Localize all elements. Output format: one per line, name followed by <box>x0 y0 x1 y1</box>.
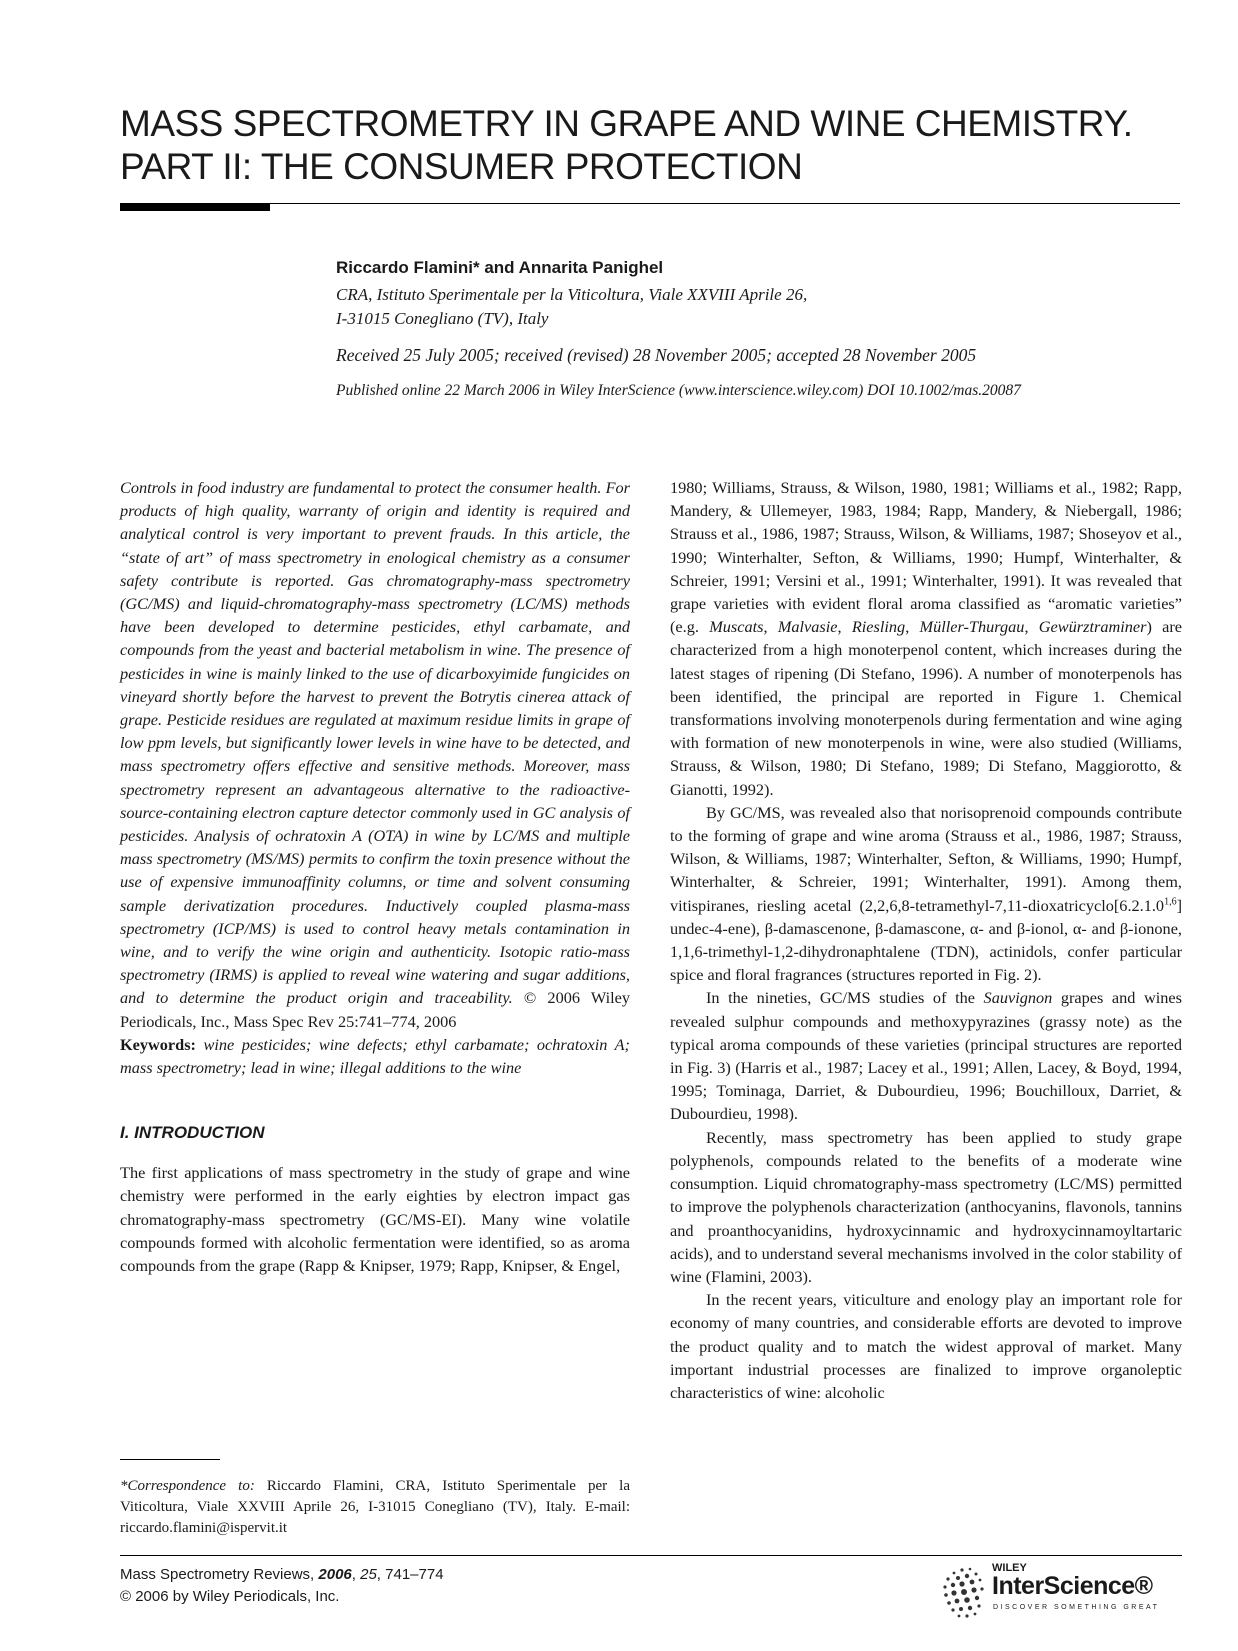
article-title-line-2: PART II: THE CONSUMER PROTECTION <box>120 146 803 187</box>
keywords-text: wine pesticides; wine defects; ethyl carbamate; ochratoxin A; mass spectrometry; lead in wine; illegal additions to the wine <box>120 1034 630 1078</box>
variety-riesling: Riesling <box>851 617 906 637</box>
abstract-copyright: © 2006 Wiley Periodicals, Inc., Mass Spec Rev 25:741–774, 2006 <box>120 988 630 1031</box>
variety-muscats: Muscats <box>709 617 764 637</box>
affiliation-line-1: CRA, Istituto Sperimentale per la Viticoltura, Viale XXVIII Aprile 26, <box>336 285 808 304</box>
intro-paragraph-1: The first applications of mass spectrometry in the study of grape and wine chemistry were performed in the early eighties by electron impact gas chromatography-mass spectrometry (GC/MS-EI). Many wine volatile compounds formed with alcoholic fermentation were identified, so as aroma compounds from the grape (Rapp & Knipser, 1979; Rapp, Knipser, & Engel, <box>120 1163 630 1276</box>
variety-gewurztraminer: Gewürztraminer <box>1038 617 1147 637</box>
journal-volume: 25 <box>360 1566 377 1583</box>
wiley-interscience-logo <box>940 1562 1180 1624</box>
right-paragraph-3 <box>670 986 1182 1125</box>
title-rule-accent <box>120 204 270 211</box>
footer-rule <box>120 1555 1182 1556</box>
logo-wiley-text: WILEY <box>992 1562 1027 1574</box>
right-paragraph-1: 1980; Williams, Strauss, & Wilson, 1980, 1981; Williams et al., 1982; Rapp, Mandery, & Ullemeyer, 1983, 1984; Rapp, Mandery, & Niebergall, 1986; Strauss et al., 1986, 1987; Strauss, Wilson, & Williams, 1987; Shoseyov et al., 1990; Winterhalter, Sefton, & Williams, 1990; Humpf, Winterhalter, & Schreier, 1991; Versini et al., 1991; Winterhalter, 1991). It was revealed that grape varieties with evident floral aroma classified as “aromatic varieties” (e.g. Muscats, Malvasie, Riesling, Müller-Thurgau, Gewürztraminer) are characterized from a high monoterpenol content, which increases during the latest stages of ripening (Di Stefano, 1996). A number of monoterpenols has been identified, the principal are reported in Figure 1. Chemical transformations involving monoterpenols during fermentation and wine aging with formation of new monoterpenols in wine, were also studied (Williams, Strauss, & Wilson, 1980; Di Stefano, 1989; Di Stefano, Maggiorotto, & Gianotti, 1992). <box>670 478 1183 799</box>
right-p2-text-a: By GC/MS, was revealed also that norisoprenoid compounds contribute to the forming of grape and wine aroma (Strauss et al., 1986, 1987; Strauss, Wilson, & Williams, 1987; Winterhalter, Sefton, & Williams, 1990; Humpf, Winterhalter, & Schreier, 1991; Winterhalter, 1991). Among them, vitispiranes, riesling acetal (2,2,6,8-tetramethyl-7,11-dioxatricyclo[6.2.1.0 <box>670 802 1182 915</box>
footnote-text: Riccardo Flamini, CRA, Istituto Sperimentale per la Viticoltura, Viale XXVIII Aprile 26, I-31015 Conegliano (TV), Italy. E-mail: riccardo.flamini@ispervit.it <box>120 1478 630 1536</box>
title-rule <box>120 203 1180 204</box>
journal-pages: 741–774 <box>385 1566 444 1583</box>
logo-tagline: DISCOVER SOMETHING GREAT <box>993 1604 1160 1611</box>
right-p1-text-a: 1980; Williams, Strauss, & Wilson, 1980, 1981; Williams et al., 1982; Rapp, Mandery, & Ullemeyer, 1983, 1984; Rapp, Mandery, & Niebergall, 1986; Strauss et al., 1986, 1987; Strauss, Wilson, & Williams, 1987; Shoseyov et al., 1990; Winterhalter, Sefton, & Williams, 1990; Humpf, Winterhalter, & Schreier, 1991; Versini et al., 1991; Winterhalter, 1991). It was revealed that grape varieties with evident floral aroma classified as “aromatic varieties” (e.g. <box>670 478 1182 637</box>
published-online: Published online 22 March 2006 in Wiley InterScience (www.interscience.wiley.com) DOI 10.1002/mas.20087 <box>336 382 1021 399</box>
article-title-line-1: MASS SPECTROMETRY IN GRAPE AND WINE CHEMISTRY. <box>120 103 1133 144</box>
right-p2-superscript: 1,6 <box>1164 896 1177 908</box>
variety-sauvignon: Sauvignon <box>983 988 1053 1008</box>
left-column <box>120 476 630 1277</box>
abstract <box>120 476 630 1033</box>
keywords <box>120 1033 630 1079</box>
right-paragraph-2 <box>670 801 1182 987</box>
correspondence-footnote <box>120 1476 630 1539</box>
section-heading-introduction: I. INTRODUCTION <box>120 1123 265 1143</box>
variety-malvasie: Malvasie <box>777 617 838 637</box>
right-p3-text-a: In the nineties, GC/MS studies of the <box>706 988 975 1008</box>
keywords-label: Keywords: <box>120 1034 196 1054</box>
footnote-rule <box>120 1459 220 1460</box>
affiliation-line-2: I-31015 Conegliano (TV), Italy <box>336 309 549 328</box>
journal-year: 2006 <box>318 1566 352 1583</box>
variety-muller-thurgau: Müller-Thurgau <box>919 617 1025 637</box>
article-title <box>120 102 1180 188</box>
journal-name: Mass Spectrometry Reviews, <box>120 1566 315 1583</box>
journal-line: Mass Spectrometry Reviews, 2006, 25, 741–774 <box>120 1566 444 1583</box>
abstract-text: Controls in food industry are fundamental to protect the consumer health. For products of high quality, warranty of origin and identity is required and analytical control is very important to prevent frauds. In this article, the “state of art” of mass spectrometry in enological chemistry as a consumer safety contribute is reported. Gas chromatography-mass spectrometry (GC/MS) and liquid-chromatography-mass spectrometry (LC/MS) methods have been developed to determine pesticides, ethyl carbamate, and compounds from the yeast and bacterial metabolism in wine. The presence of pesticides in wine is mainly linked to the use of dicarboxyimide fungicides on vineyard shortly before the harvest to prevent the Botrytis cinerea attack of grape. Pesticide residues are regulated at maximum residue limits in grape of low ppm levels, but significantly lower levels in wine have to be detected, and mass spectrometry offers effective and sensitive methods. Moreover, mass spectrometry represent an advantageous alternative to the radioactive-source-containing electron capture detector commonly used in GC analysis of pesticides. Analysis of ochratoxin A (OTA) in wine by LC/MS and multiple mass spectrometry (MS/MS) permits to confirm the toxin presence without the use of expensive immunoaffinity columns, or time and solvent consuming sample derivatization procedures. Inductively coupled plasma-mass spectrometry (ICP/MS) is used to control heavy metals contamination in wine, and to verify the wine origin and authenticity. Isotopic ratio-mass spectrometry (IRMS) is applied to reveal wine watering and sugar additions, and to determine the product origin and traceability. <box>120 478 630 1008</box>
right-column <box>670 476 1182 1404</box>
right-paragraph-5: In the recent years, viticulture and enology play an important role for economy of many countries, and considerable efforts are devoted to improve the product quality and to match the widest approval of market. Many important industrial processes are finalized to improve organoleptic characteristics of wine: alcoholic <box>670 1290 1182 1402</box>
journal-copyright: © 2006 by Wiley Periodicals, Inc. <box>120 1588 340 1605</box>
logo-interscience-text: InterScience® <box>992 1572 1153 1600</box>
right-p3-text-b: grapes and wines revealed sulphur compounds and methoxypyrazines (grassy note) as the typical aroma compounds of these varieties (principal structures are reported in Fig. 3) (Harris et al., 1987; Lacey et al., 1991; Allen, Lacey, & Boyd, 1994, 1995; Tominaga, Darriet, & Dubourdieu, 1996; Bouchilloux, Darriet, & Dubourdieu, 1998). <box>670 988 1182 1124</box>
received-dates: Received 25 July 2005; received (revised) 28 November 2005; accepted 28 November 2005 <box>336 345 977 365</box>
journal-citation <box>120 1564 444 1608</box>
affiliation <box>336 283 807 331</box>
right-paragraph-4: Recently, mass spectrometry has been applied to study grape polyphenols, compounds related to the benefits of a moderate wine consumption. Liquid chromatography-mass spectrometry (LC/MS) permitted to improve the polyphenols characterization (anthocyanins, flavonols, tannins and proanthocyanidins, hydroxycinnamic and hydroxycinnamoyltartaric acids), and to understand several mechanisms involved in the color stability of wine (Flamini, 2003). <box>670 1127 1182 1286</box>
footnote-label: *Correspondence to: <box>120 1478 255 1494</box>
globe-dots-icon <box>940 1564 990 1622</box>
right-p2-text-b: ] undec-4-ene), β-damascenone, β-damascone, α- and β-ionol, α- and β-ionone, 1,1,6-trimethyl-1,2-dihydronaphtalene (TDN), actinidols, confer particular spice and floral fragrances (structures reported in Fig. 2). <box>670 895 1182 985</box>
right-p1-text-b: ) are characterized from a high monoterpenol content, which increases during the latest stages of ripening (Di Stefano, 1996). A number of monoterpenols has been identified, the principal are reported in Figure 1. Chemical transformations involving monoterpenols during fermentation and wine aging with formation of new monoterpenols in wine, were also studied (Williams, Strauss, & Wilson, 1980; Di Stefano, 1989; Di Stefano, Maggiorotto, & Gianotti, 1992). <box>670 617 1183 799</box>
authors: Riccardo Flamini* and Annarita Panighel <box>336 258 664 277</box>
